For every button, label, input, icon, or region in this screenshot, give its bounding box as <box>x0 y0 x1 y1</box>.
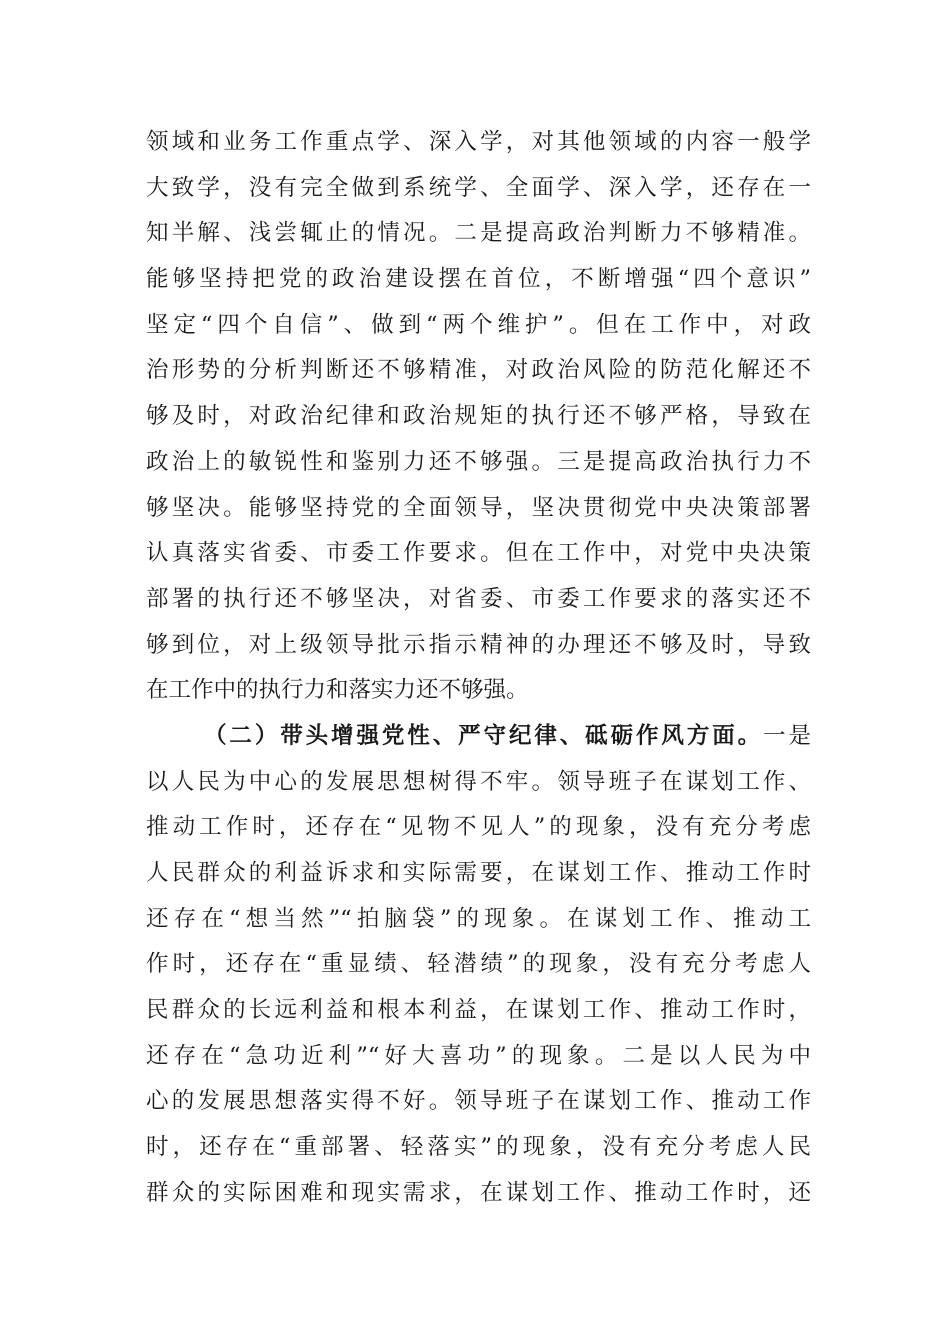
text-line: 坚定“四个自信”、做到“两个维护”。但在工作中，对政 <box>146 311 811 338</box>
text-line: 还存在“急功近利”“好大喜功”的现象。二是以人民为中 <box>146 1042 811 1069</box>
text-line: 认真落实省委、市委工作要求。但在工作中，对党中央决策 <box>146 540 811 567</box>
text-line: 民群众的长远利益和根本利益，在谋划工作、推动工作时， <box>146 997 811 1024</box>
text-line: 群众的实际困难和现实需求，在谋划工作、推动工作时，还 <box>146 1179 811 1206</box>
document-body <box>146 120 811 1217</box>
text-line: 够及时，对政治纪律和政治规矩的执行还不够严格，导致在 <box>146 403 811 430</box>
paragraph-2 <box>146 714 811 1217</box>
text-line: 还存在“想当然”“拍脑袋”的现象。在谋划工作、推动工 <box>146 905 811 932</box>
text-line: 够坚决。能够坚持党的全面领导，坚决贯彻党中央决策部署 <box>146 494 811 521</box>
text-line: 治形势的分析判断还不够精准，对政治风险的防范化解还不 <box>146 357 811 384</box>
text-line: 作时，还存在“重显绩、轻潜绩”的现象，没有充分考虑人 <box>146 951 811 978</box>
text-line: 能够坚持把党的政治建设摆在首位，不断增强“四个意识” <box>146 266 811 293</box>
text-line: 部署的执行还不够坚决，对省委、市委工作要求的落实还不 <box>146 585 811 612</box>
text-line: 够到位，对上级领导批示指示精神的办理还不够及时，导致 <box>146 631 811 658</box>
text-line: 在工作中的执行力和落实力还不够强。 <box>146 677 529 704</box>
text-line: 以人民为中心的发展思想树得不牢。领导班子在谋划工作、 <box>146 768 811 795</box>
text-line: 时，还存在“重部署、轻落实”的现象，没有充分考虑人民 <box>146 1134 811 1161</box>
paragraph-first-line <box>146 714 811 760</box>
text-line: 政治上的敏锐性和鉴别力还不够强。三是提高政治执行力不 <box>146 448 811 475</box>
text-run: 一是 <box>763 722 811 749</box>
paragraph-1 <box>146 120 811 714</box>
text-line: 心的发展思想落实得不好。领导班子在谋划工作、推动工作 <box>146 1088 811 1115</box>
section-heading: （二）带头增强党性、严守纪律、砥砺作风方面。 <box>204 722 764 749</box>
text-line: 领域和业务工作重点学、深入学，对其他领域的内容一般学 <box>146 129 811 155</box>
text-line: 推动工作时，还存在“见物不见人”的现象，没有充分考虑 <box>146 814 811 841</box>
text-line: 知半解、浅尝辄止的情况。二是提高政治判断力不够精准。 <box>146 220 811 247</box>
text-line: 人民群众的利益诉求和实际需要，在谋划工作、推动工作时 <box>146 860 811 886</box>
text-line: 大致学，没有完全做到系统学、全面学、深入学，还存在一 <box>146 174 811 201</box>
